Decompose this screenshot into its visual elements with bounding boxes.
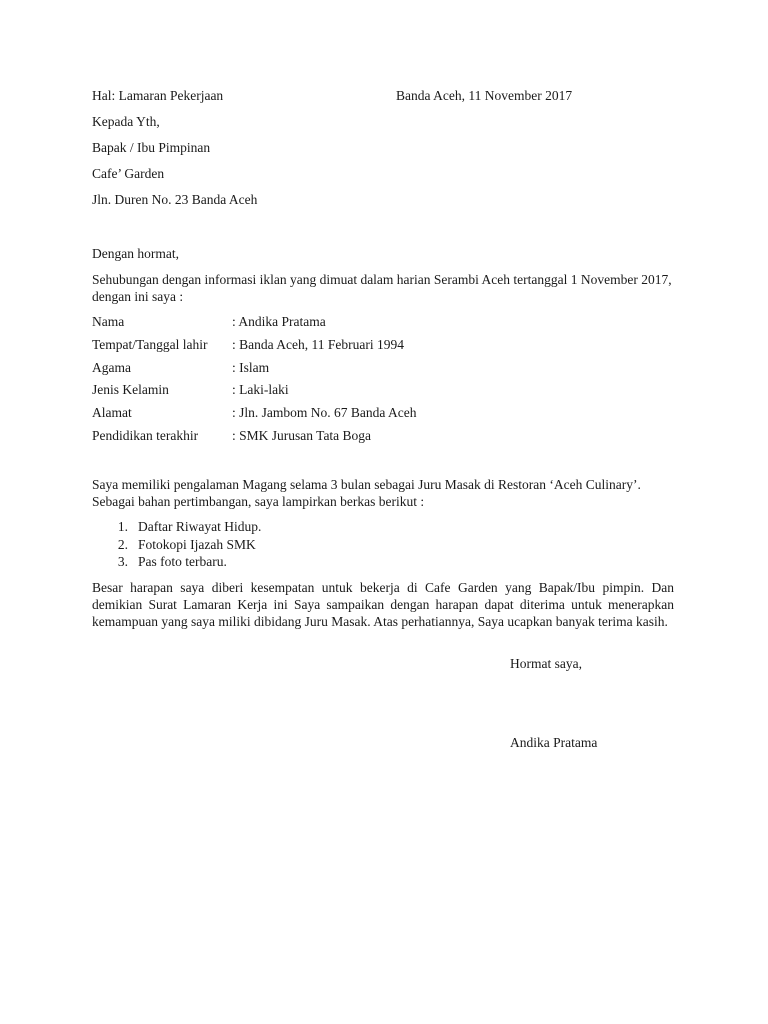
field-value: : Laki-laki xyxy=(232,382,289,397)
field-value: : Andika Pratama xyxy=(232,314,326,329)
list-text: Fotokopi Ijazah SMK xyxy=(138,537,256,552)
field-label: Alamat xyxy=(92,405,132,420)
letter-subject: Hal: Lamaran Pekerjaan xyxy=(92,88,224,103)
field-label: Jenis Kelamin xyxy=(92,382,169,397)
field-value: : Jln. Jambom No. 67 Banda Aceh xyxy=(232,405,417,420)
signature-name: Andika Pratama xyxy=(510,735,598,750)
field-label: Tempat/Tanggal lahir xyxy=(92,337,208,352)
list-number: 2. xyxy=(117,537,128,552)
greeting: Dengan hormat, xyxy=(92,246,179,261)
field-label: Pendidikan terakhir xyxy=(92,428,199,443)
list-number: 3. xyxy=(117,554,128,569)
intro-paragraph: Sehubungan dengan informasi iklan yang dimuat dalam harian Serambi Aceh tertanggal 1 November 2017, dengan ini saya : xyxy=(92,272,672,304)
field-value: : SMK Jurusan Tata Boga xyxy=(232,428,372,443)
field-label: Nama xyxy=(92,314,125,329)
recipient-address: Jln. Duren No. 23 Banda Aceh xyxy=(92,192,258,207)
list-text: Daftar Riwayat Hidup. xyxy=(138,519,262,534)
field-label: Agama xyxy=(92,360,131,375)
recipient-company: Cafe’ Garden xyxy=(92,166,165,181)
field-value: : Islam xyxy=(232,360,270,375)
field-value: : Banda Aceh, 11 Februari 1994 xyxy=(232,337,404,352)
recipient-to: Kepada Yth, xyxy=(92,114,160,129)
list-number: 1. xyxy=(117,519,128,534)
recipient-name: Bapak / Ibu Pimpinan xyxy=(92,140,211,155)
closing-paragraph: Besar harapan saya diberi kesempatan untuk bekerja di Cafe Garden yang Bapak/Ibu pimpin. Dan demikian Surat Lamaran Kerja ini Saya sampaikan dengan harapan dapat diterima untuk menerapkan kemampuan yang saya miliki dibidang Juru Masak. Atas perhatiannya, Saya ucapkan banyak terima kasih. xyxy=(92,580,674,629)
letter-place-date: Banda Aceh, 11 November 2017 xyxy=(396,88,573,103)
list-text: Pas foto terbaru. xyxy=(138,554,227,569)
experience-paragraph: Saya memiliki pengalaman Magang selama 3 bulan sebagai Juru Masak di Restoran ‘Aceh Culinary’. Sebagai bahan pertimbangan, saya lampirkan berkas berikut : xyxy=(92,477,641,509)
signature-salutation: Hormat saya, xyxy=(510,656,582,671)
